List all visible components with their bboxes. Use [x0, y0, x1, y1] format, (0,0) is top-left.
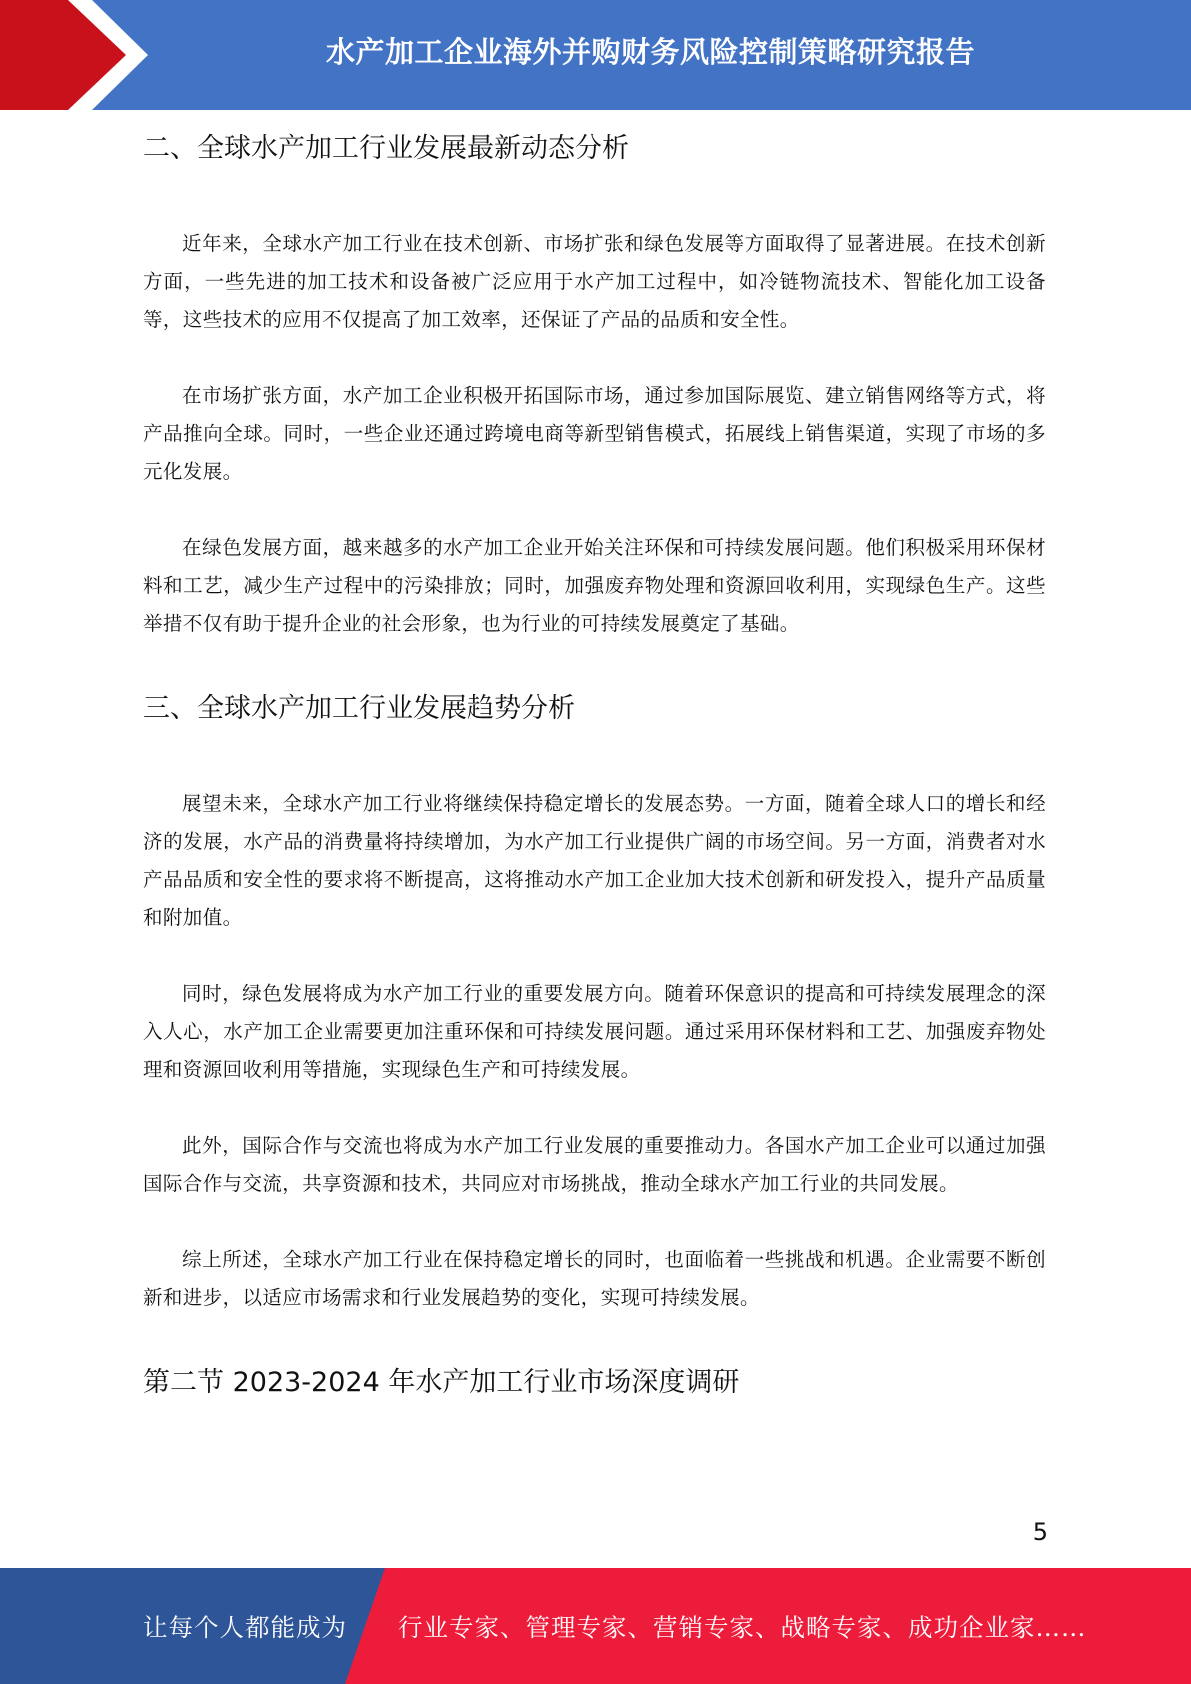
footer-slogan-left: 让每个人都能成为: [143, 1612, 347, 1642]
paragraph: 综上所述，全球水产加工行业在保持稳定增长的同时，也面临着一些挑战和机遇。企业需要不断创新和进步，以适应市场需求和行业发展趋势的变化，实现可持续发展。: [143, 1248, 1046, 1309]
paragraph: 在市场扩张方面，水产加工企业积极开拓国际市场，通过参加国际展览、建立销售网络等方式，将产品推向全球。同时，一些企业还通过跨境电商等新型销售模式，拓展线上销售渠道，实现了市场的多元化发展。: [143, 384, 1046, 483]
paragraph: 在绿色发展方面，越来越多的水产加工企业开始关注环保和可持续发展问题。他们积极采用环保材料和工艺，减少生产过程中的污染排放；同时，加强废弃物处理和资源回收利用，实现绿色生产。这些举措不仅有助于提升企业的社会形象，也为行业的可持续发展奠定了基础。: [143, 536, 1046, 635]
section-heading-market-research: 第二节 2023-2024 年水产加工行业市场深度调研: [143, 1367, 740, 1398]
page-header: [0, 0, 1191, 110]
document-body: [143, 110, 1046, 1402]
section-heading-trends-latest: 二、全球水产加工行业发展最新动态分析: [143, 133, 629, 164]
paragraph: 此外，国际合作与交流也将成为水产加工行业发展的重要推动力。各国水产加工企业可以通过加强国际合作与交流，共享资源和技术，共同应对市场挑战，推动全球水产加工行业的共同发展。: [143, 1134, 1046, 1195]
footer-slogan-right: 行业专家、管理专家、营销专家、战略专家、成功企业家……: [398, 1612, 1087, 1642]
paragraph: 近年来，全球水产加工行业在技术创新、市场扩张和绿色发展等方面取得了显著进展。在技术创新方面，一些先进的加工技术和设备被广泛应用于水产加工过程中，如冷链物流技术、智能化加工设备等，这些技术的应用不仅提高了加工效率，还保证了产品的品质和安全性。: [143, 232, 1046, 331]
section-heading-trends-future: 三、全球水产加工行业发展趋势分析: [143, 693, 575, 724]
paragraph: 同时，绿色发展将成为水产加工行业的重要发展方向。随着环保意识的提高和可持续发展理念的深入人心，水产加工企业需要更加注重环保和可持续发展问题。通过采用环保材料和工艺、加强废弃物处理和资源回收利用等措施，实现绿色生产和可持续发展。: [143, 982, 1046, 1081]
page-number: 5: [1032, 1518, 1048, 1546]
paragraph: 展望未来，全球水产加工行业将继续保持稳定增长的发展态势。一方面，随着全球人口的增长和经济的发展，水产品的消费量将持续增加，为水产加工行业提供广阔的市场空间。另一方面，消费者对水产品品质和安全性的要求将不断提高，这将推动水产加工企业加大技术创新和研发投入，提升产品质量和附加值。: [143, 792, 1046, 929]
report-title: 水产加工企业海外并购财务风险控制策略研究报告: [325, 34, 975, 69]
page-footer: [0, 1568, 1191, 1684]
header-red-arrow-decoration: [0, 0, 150, 110]
